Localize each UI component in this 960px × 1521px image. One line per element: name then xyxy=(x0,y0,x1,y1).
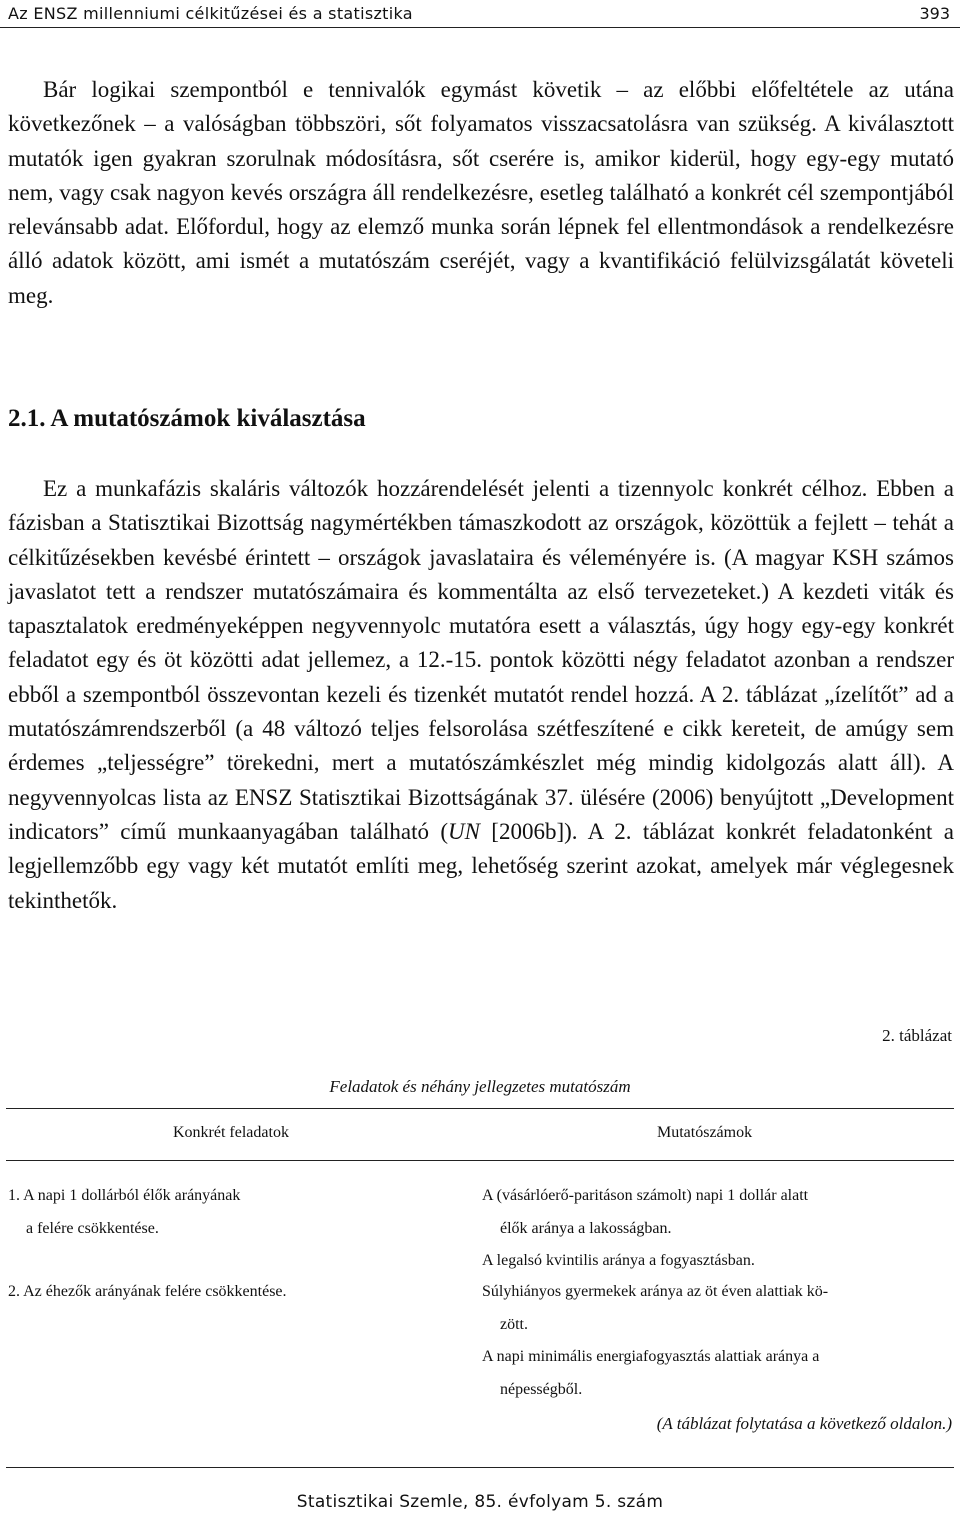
header-rule xyxy=(0,27,960,28)
section-heading: 2.1. A mutatószámok kiválasztása xyxy=(8,405,366,432)
citation-author: UN xyxy=(448,818,480,844)
paragraph-2 xyxy=(8,472,954,918)
paragraph-1-text: Bár logikai szempontból e tennivalók egymást követik – az előbbi előfeltétele az utána következőnek – a valóságban többszöri, sőt folyamatos visszacsatolásra van szükség. A kiválasztott mutatók igen gyakran szorulnak módosításra, sőt cserére is, amikor kiderül, hogy egy-egy mutató nem, vagy csak nagyon kevés országra áll rendelkezésre, esetleg található a konkrét cél szempontjából relevánsabb adat. Előfordul, hogy az elemző munka során lépnek fel ellentmondások a rendelkezésre álló adatok között, ami ismét a mutatószám cseréjét, vagy a kvantifikáció felülvizsgálatát követeli meg. xyxy=(8,77,954,308)
task-text-line: A napi 1 dollárból élők arányának xyxy=(20,1187,241,1204)
table-label: 2. táblázat xyxy=(882,1026,952,1045)
indicator-line: népességből. xyxy=(500,1380,583,1398)
task-number: 2. xyxy=(8,1283,20,1300)
task-number: 1. xyxy=(8,1187,20,1204)
running-header xyxy=(0,0,960,30)
indicator-line: A (vásárlóerő-paritáson számolt) napi 1 dollár alatt xyxy=(482,1187,809,1204)
column-header-tasks: Konkrét feladatok xyxy=(173,1124,289,1141)
table-row-1-indicators xyxy=(482,1180,952,1278)
indicator-line: A legalsó kvintilis aránya a fogyasztásban. xyxy=(482,1252,755,1269)
paragraph-2-text-b: [2006b]). A 2. táblázat konkrét feladatonként a legjellemzőbb egy vagy két mutatót említi meg, lehetőség szerint azokat, amelyek már véglegesnek tekinthetők. xyxy=(8,818,954,913)
indicator-line: Súlyhiányos gyermekek aránya az öt éven alattiak kö- xyxy=(482,1283,829,1300)
task-text-line: Az éhezők arányának felére csökkentése. xyxy=(20,1283,287,1300)
paragraph-2-text-a: Ez a munkafázis skaláris változók hozzárendelését jelenti a tizennyolc konkrét célhoz. Ebben a fázisban a Statisztikai Bizottság nagymértékben támaszkodott az országok, közöttük a fejlett – tehát a célkitűzésekben kevésbé érintett – országok javaslataira és véleményére is. (A magyar KSH számos javaslatot tett a rendszer mutatószámaira és kommentálta az első tervezeteket.) A kezdeti viták és tapasztalatok eredményeképpen negyvennyolc mutatóra esett a választás, úgy hogy egy-egy konkrét feladatot egy és öt közötti adat jellemez, a 12.-15. pontok közötti négy feladatot azonban a rendszer ebből a szempontból összevontan kezeli és tizenkét mutatót rendel hozzá. A 2. táblázat „ízelítőt” ad a mutatószámrendszerből (a 48 változó teljes felsorolása szétfeszítené e cikk kereteit, de amúgy sem érdemes „teljességre” törekedni, mert a mutatószámkészlet még mindig kidolgozás alatt áll). A negyvennyolcas lista az ENSZ Statisztikai Bizottságának 37. ülésére (2006) benyújtott „Development indicators” című munkaanyagában található ( xyxy=(8,476,954,844)
paragraph-1 xyxy=(8,73,954,313)
running-title: Az ENSZ millenniumi célkitűzései és a statisztika xyxy=(8,4,413,23)
table-row-1-task xyxy=(8,1180,448,1245)
running-footer: Statisztikai Szemle, 85. évfolyam 5. szám xyxy=(296,1492,664,1512)
table-header-rule xyxy=(6,1160,954,1161)
indicator-line: élők aránya a lakosságban. xyxy=(500,1219,672,1237)
indicator-line: A napi minimális energiafogyasztás alattiak aránya a xyxy=(482,1348,820,1365)
table-row-2-indicators xyxy=(482,1276,952,1406)
table-continued-note: (A táblázat folytatása a következő oldalon.) xyxy=(656,1414,952,1433)
indicator-line: zött. xyxy=(500,1315,528,1333)
table-top-rule xyxy=(6,1108,954,1109)
page-number: 393 xyxy=(919,4,950,23)
table-caption: Feladatok és néhány jellegzetes mutatószám xyxy=(329,1077,631,1096)
task-text-line: a felére csökkentése. xyxy=(26,1219,159,1237)
column-header-indicators: Mutatószámok xyxy=(657,1124,753,1141)
table-bottom-rule xyxy=(6,1467,954,1468)
table-row-2-task xyxy=(8,1276,448,1309)
